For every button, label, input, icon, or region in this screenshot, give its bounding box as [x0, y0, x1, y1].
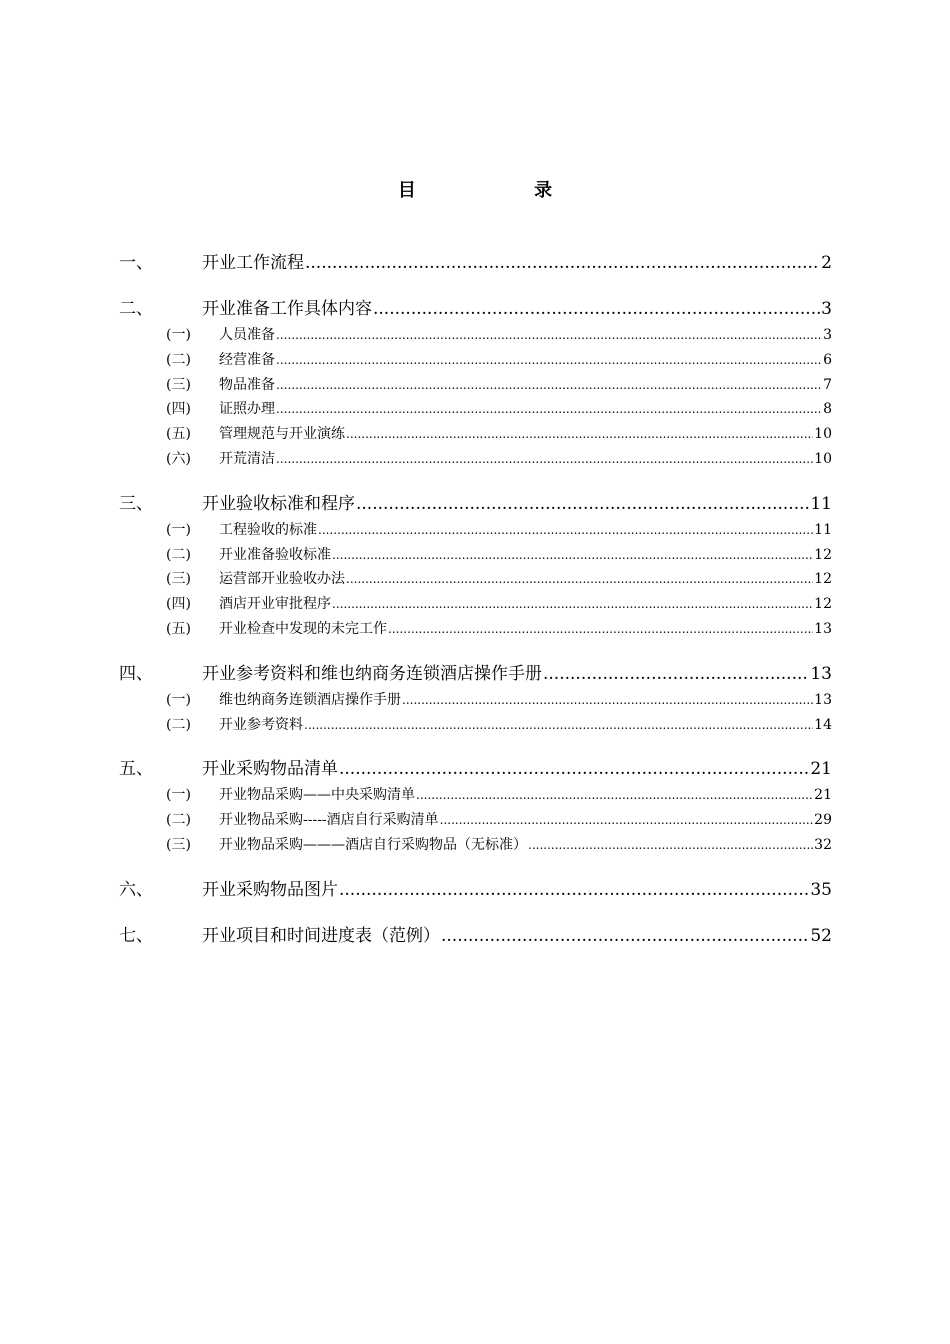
toc-subentry-title: 开业检查中发现的未完工作: [219, 620, 387, 637]
toc-subentry[interactable]: [119, 373, 832, 398]
toc-subentry-title: 开业参考资料: [219, 716, 303, 733]
toc-entry[interactable]: [119, 877, 832, 904]
toc-section: [119, 923, 832, 950]
dot-leader: [356, 491, 809, 518]
toc-entry-page: 2: [821, 253, 832, 273]
toc-subentry-number: (二): [166, 546, 191, 563]
toc-entry[interactable]: [119, 756, 832, 783]
toc-subentry-page: 12: [814, 571, 832, 588]
toc-subentry-page: 10: [814, 426, 832, 443]
dot-leader: [276, 373, 822, 398]
toc-subentry-number: (三): [166, 376, 191, 393]
toc-entry-title: 开业工作流程: [202, 253, 304, 273]
toc-subentry-number: (一): [166, 787, 191, 804]
dot-leader: [528, 833, 813, 858]
toc-subentry[interactable]: [119, 518, 832, 543]
toc-subentry-title: 物品准备: [219, 376, 275, 393]
toc-subentry-number: (一): [166, 327, 191, 343]
dot-leader: [402, 688, 813, 713]
toc-subentry[interactable]: [119, 713, 832, 738]
toc-entry[interactable]: [119, 923, 832, 950]
toc-entry-page: 3: [821, 299, 832, 319]
toc-subentry-page: 32: [814, 836, 832, 853]
toc-subentry-title: 开业物品采购——中央采购清单: [219, 787, 415, 804]
dot-leader: [373, 296, 820, 323]
dot-leader: [276, 397, 822, 422]
toc-section: [119, 250, 832, 277]
toc-subentry-page: 14: [814, 716, 832, 733]
toc-subentry-number: (二): [166, 716, 191, 733]
toc-subentry-number: (五): [166, 620, 191, 637]
toc-entry-page: 13: [810, 663, 832, 684]
toc-subentry-title: 开业物品采购-----酒店自行采购清单: [219, 812, 439, 829]
toc-entry-title: 开业项目和时间进度表（范例）: [202, 925, 440, 946]
toc-subentry[interactable]: [119, 397, 832, 422]
toc-entry-number: 五、: [119, 759, 153, 780]
toc-entry[interactable]: [119, 250, 832, 277]
toc-entry[interactable]: [119, 661, 832, 688]
toc-subentry-title: 证照办理: [219, 401, 275, 418]
toc-subentry-title: 开业物品采购———酒店自行采购物品（无标准）: [219, 836, 527, 853]
toc-entry-page: 35: [810, 879, 832, 900]
toc-subentry-page: 7: [823, 376, 832, 393]
toc-subentry-page: 10: [814, 450, 832, 467]
toc-entry-number: 三、: [119, 493, 153, 514]
toc-subentry-number: (一): [166, 691, 191, 708]
toc-entry-title: 开业验收标准和程序: [202, 493, 355, 514]
dot-leader: [318, 518, 813, 543]
toc-subentry-number: (六): [166, 450, 191, 467]
dot-leader: [346, 567, 813, 592]
dot-leader: [304, 713, 813, 738]
toc-subentry-title: 酒店开业审批程序: [219, 596, 331, 613]
toc-subentry-number: (四): [166, 401, 191, 418]
toc-title: 目 录: [397, 180, 609, 201]
toc-subentry-page: 3: [823, 327, 832, 343]
dot-leader: [276, 348, 822, 373]
toc-subentry-page: 21: [814, 787, 832, 804]
toc-subentry-number: (二): [166, 812, 191, 829]
dot-leader: [276, 323, 822, 348]
toc-subentry[interactable]: [119, 783, 832, 808]
toc-subentry-title: 开荒清洁: [219, 450, 275, 467]
toc-entry-title: 开业采购物品清单: [202, 759, 338, 780]
toc-subentry-number: (三): [166, 571, 191, 588]
dot-leader: [346, 422, 813, 447]
toc-subentry[interactable]: [119, 617, 832, 642]
toc-entry-page: 52: [810, 925, 832, 946]
toc-entry-page: 11: [810, 493, 832, 514]
toc-entry[interactable]: [119, 296, 832, 323]
toc-subentry-number: (一): [166, 521, 191, 538]
toc-subentry-page: 12: [814, 596, 832, 613]
dot-leader: [305, 250, 820, 277]
toc-section: [119, 296, 832, 472]
toc-entry[interactable]: [119, 491, 832, 518]
toc-subentry-page: 29: [814, 812, 832, 829]
toc-subentry-title: 工程验收的标准: [219, 521, 317, 538]
toc-subentry-title: 管理规范与开业演练: [219, 426, 345, 443]
toc-subentry-page: 13: [814, 691, 832, 708]
toc-section: [119, 756, 832, 857]
toc-subentry-title: 经营准备: [219, 351, 275, 368]
toc-subentry[interactable]: [119, 348, 832, 373]
toc-subentry-number: (五): [166, 426, 191, 443]
toc-subentry[interactable]: [119, 543, 832, 568]
toc-subentry[interactable]: [119, 688, 832, 713]
dot-leader: [388, 617, 813, 642]
toc-entry-number: 七、: [119, 925, 153, 946]
toc-subentry[interactable]: [119, 447, 832, 472]
toc-section: [119, 661, 832, 738]
dot-leader: [332, 543, 813, 568]
toc-entry-number: 四、: [119, 663, 153, 684]
toc-entry-title: 开业参考资料和维也纳商务连锁酒店操作手册: [202, 663, 542, 684]
toc-section: [119, 491, 832, 642]
dot-leader: [416, 783, 813, 808]
toc-subentry-title: 人员准备: [219, 327, 275, 343]
toc-section: [119, 877, 832, 904]
toc-subentry[interactable]: [119, 422, 832, 447]
toc-entry-title: 开业采购物品图片: [202, 879, 338, 900]
dot-leader: [276, 447, 813, 472]
dot-leader: [339, 756, 809, 783]
toc-subentry-title: 开业准备验收标准: [219, 546, 331, 563]
table-of-contents: [119, 250, 832, 950]
toc-subentry-page: 13: [814, 620, 832, 637]
toc-subentry-number: (三): [166, 836, 191, 853]
toc-subentry-title: 维也纳商务连锁酒店操作手册: [219, 691, 401, 708]
toc-entry-number: 一、: [119, 253, 153, 273]
toc-subentry-number: (四): [166, 596, 191, 613]
dot-leader: [441, 923, 809, 950]
dot-leader: [339, 877, 809, 904]
toc-entry-title: 开业准备工作具体内容: [202, 299, 372, 319]
toc-subentry-page: 11: [814, 521, 832, 538]
toc-subentry-page: 6: [823, 351, 832, 368]
toc-subentry[interactable]: [119, 833, 832, 858]
toc-subentry[interactable]: [119, 567, 832, 592]
toc-subentry-page: 8: [823, 401, 832, 418]
toc-entry-page: 21: [810, 759, 832, 780]
dot-leader: [440, 808, 814, 833]
dot-leader: [543, 661, 809, 688]
dot-leader: [332, 592, 813, 617]
toc-subentry-number: (二): [166, 351, 191, 368]
toc-subentry-title: 运营部开业验收办法: [219, 571, 345, 588]
toc-entry-number: 二、: [119, 299, 153, 319]
toc-entry-number: 六、: [119, 879, 153, 900]
toc-subentry[interactable]: [119, 808, 832, 833]
toc-subentry-page: 12: [814, 546, 832, 563]
toc-subentry[interactable]: [119, 323, 832, 348]
toc-subentry[interactable]: [119, 592, 832, 617]
